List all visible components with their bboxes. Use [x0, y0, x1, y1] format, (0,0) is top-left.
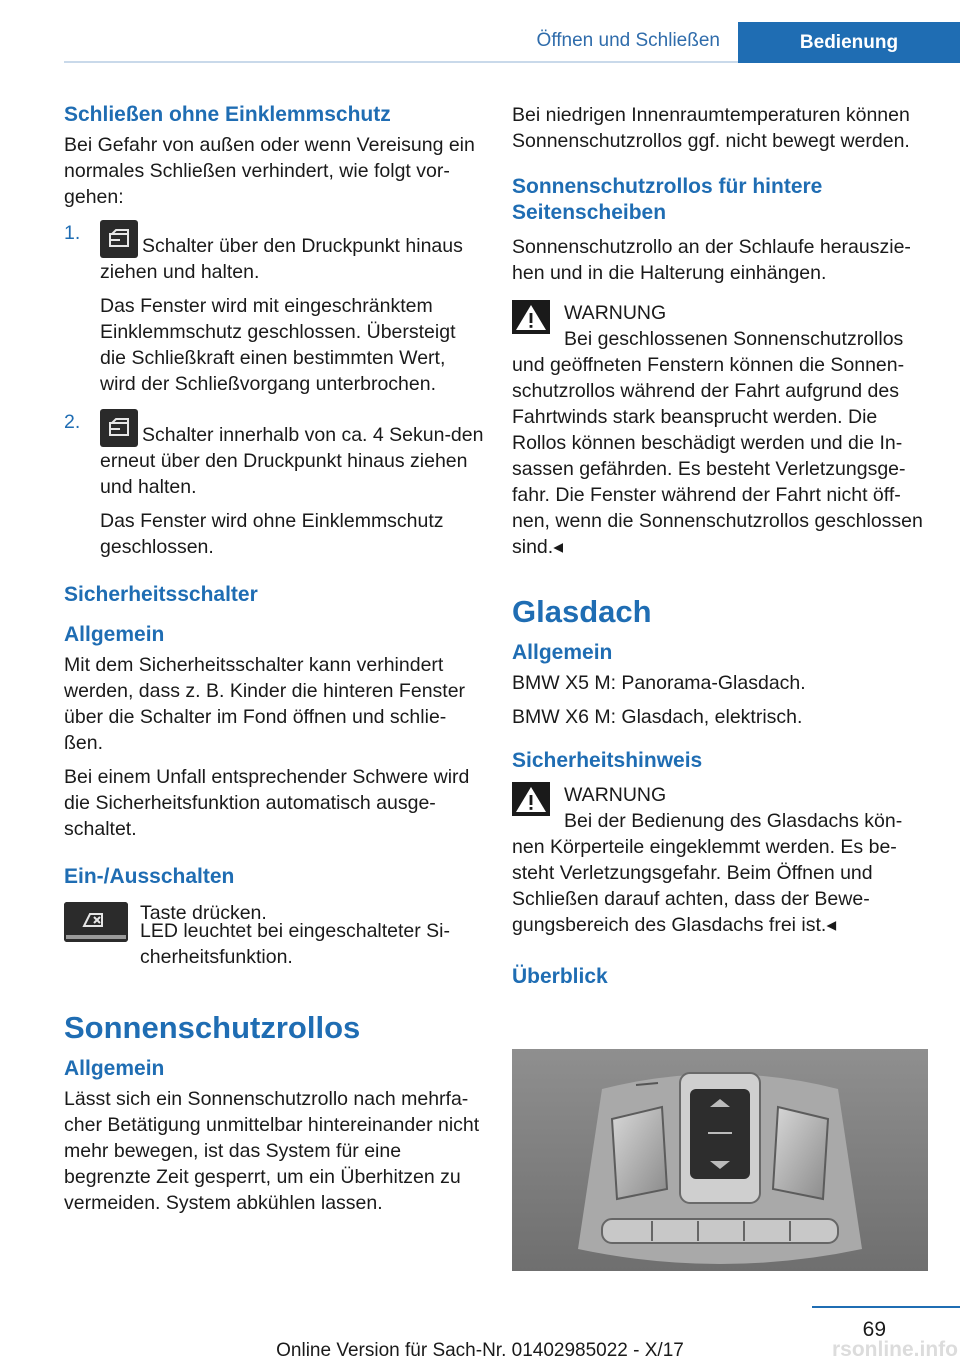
- glass-roof-control-photo: [512, 1049, 928, 1271]
- left-column: [64, 102, 484, 1224]
- warning-text-first: Bei geschlossenen Sonnenschutzrollos: [564, 328, 904, 350]
- page-number: 69: [862, 1318, 886, 1341]
- step-text-content: Schalter über den Druckpunkt hinaus ziehen und halten.: [100, 235, 463, 283]
- warning-box: [512, 300, 926, 560]
- warning-label: WARNUNG: [564, 302, 667, 324]
- window-switch-icon: [100, 409, 138, 447]
- heading-schliessen: Schließen ohne Einklemmschutz: [64, 103, 391, 126]
- paragraph: Lässt sich ein Sonnenschutzrollo nach mehrfa-cher Betätigung unmittelbar hintereinander nicht mehr bewegen, ist das System für eine begrenzte Zeit gesperrt, um ein Überhitzen zu vermeiden. System abkühlen lassen.: [64, 1088, 480, 1214]
- warning-text-first: Bei der Bedienung des Glasdachs kön-: [564, 810, 903, 832]
- header-section-title: Öffnen und Schließen: [536, 30, 720, 51]
- steps-list: [64, 220, 484, 560]
- footer-text: Online Version für Sach-Nr. 01402985022 - X/17: [276, 1340, 684, 1361]
- window-switch-icon: [100, 220, 138, 258]
- step-subtext: Das Fenster wird ohne Einklemmschutz geschlossen.: [100, 510, 444, 558]
- heading-sicherheitshinweis: Sicherheitshinweis: [512, 749, 703, 772]
- warning-triangle-icon: [512, 300, 550, 334]
- step-number: 1.: [64, 222, 81, 244]
- list-item: [64, 220, 484, 397]
- paragraph: Bei einem Unfall entsprechender Schwere wird die Sicherheitsfunktion automatisch ausge-schaltet.: [64, 766, 470, 840]
- heading-allgemein-2: Allgemein: [64, 1057, 165, 1080]
- paragraph: BMW X6 M: Glasdach, elektrisch.: [512, 706, 803, 728]
- warning-triangle-icon: [512, 782, 550, 816]
- paragraph: LED leuchtet bei eingeschalteter Si-cherheitsfunktion.: [140, 920, 451, 968]
- watermark: rsonline.info: [832, 1338, 958, 1361]
- heading-glasdach: Glasdach: [512, 594, 652, 629]
- step-number: 2.: [64, 411, 81, 433]
- step-subtext: Das Fenster wird mit eingeschränktem Einklemmschutz geschlossen. Übersteigt die Schließkraft einen bestimmten Wert, wird der Schließvorgang unterbrochen.: [100, 295, 456, 395]
- step-text: [100, 220, 484, 285]
- page-number-rule: [812, 1306, 960, 1308]
- right-column: [512, 102, 926, 994]
- warning-box: [512, 782, 926, 938]
- safety-switch-row: [64, 900, 484, 926]
- paragraph: Sonnenschutzrollo an der Schlaufe herauszie-hen und in die Halterung einhängen.: [512, 236, 911, 284]
- paragraph: Bei niedrigen Innenraumtemperaturen können Sonnenschutzrollos ggf. nicht bewegt werden.: [512, 104, 910, 152]
- heading-sicherheitsschalter: Sicherheitsschalter: [64, 583, 258, 606]
- heading-ein-ausschalten: Ein-/Ausschalten: [64, 865, 235, 888]
- warning-label: WARNUNG: [564, 784, 667, 806]
- header-tab: Bedienung: [738, 22, 960, 63]
- safety-switch-button-icon: [64, 902, 128, 942]
- paragraph: Taste drücken.: [140, 902, 267, 924]
- step-text: [100, 409, 484, 500]
- heading-allgemein: Allgemein: [64, 623, 165, 646]
- paragraph: Bei Gefahr von außen oder wenn Vereisung ein normales Schließen verhindert, wie folgt vor-gehen:: [64, 134, 475, 208]
- warning-text: nen Körperteile eingeklemmt werden. Es be-steht Verletzungsgefahr. Beim Öffnen und Schließen darauf achten, dass der Bewe-gungsbereich des Glasdachs frei ist.◂: [512, 836, 897, 936]
- step-text-content: Schalter innerhalb von ca. 4 Sekun-den erneut über den Druckpunkt hinaus ziehen und halten.: [100, 424, 484, 498]
- heading-sonnenschutzrollos: Sonnenschutzrollos: [64, 1010, 361, 1045]
- heading-allgemein-3: Allgemein: [512, 641, 613, 664]
- heading-ueberblick: Überblick: [512, 965, 608, 988]
- list-item: [64, 409, 484, 560]
- paragraph: Mit dem Sicherheitsschalter kann verhindert werden, dass z. B. Kinder die hinteren Fenster über die Schalter im Fond öffnen und schlie-ßen.: [64, 654, 466, 754]
- warning-text: und geöffneten Fenstern können die Sonnen-schutzrollos während der Fahrt aufgrund des Fahrtwinds stark beansprucht werden. Die Rollos können beschädigt werden und die In-sassen gefährden. Es besteht Verletzungsge-fahr. Die Fenster während der Fahrt nicht öff-nen, wenn die Sonnenschutzrollos geschlossen sind.◂: [512, 354, 923, 558]
- paragraph: BMW X5 M: Panorama-Glasdach.: [512, 672, 806, 694]
- heading-sonnenschutzrollos-hinten: Sonnenschutzrollos für hintere Seitenscheiben: [512, 175, 823, 224]
